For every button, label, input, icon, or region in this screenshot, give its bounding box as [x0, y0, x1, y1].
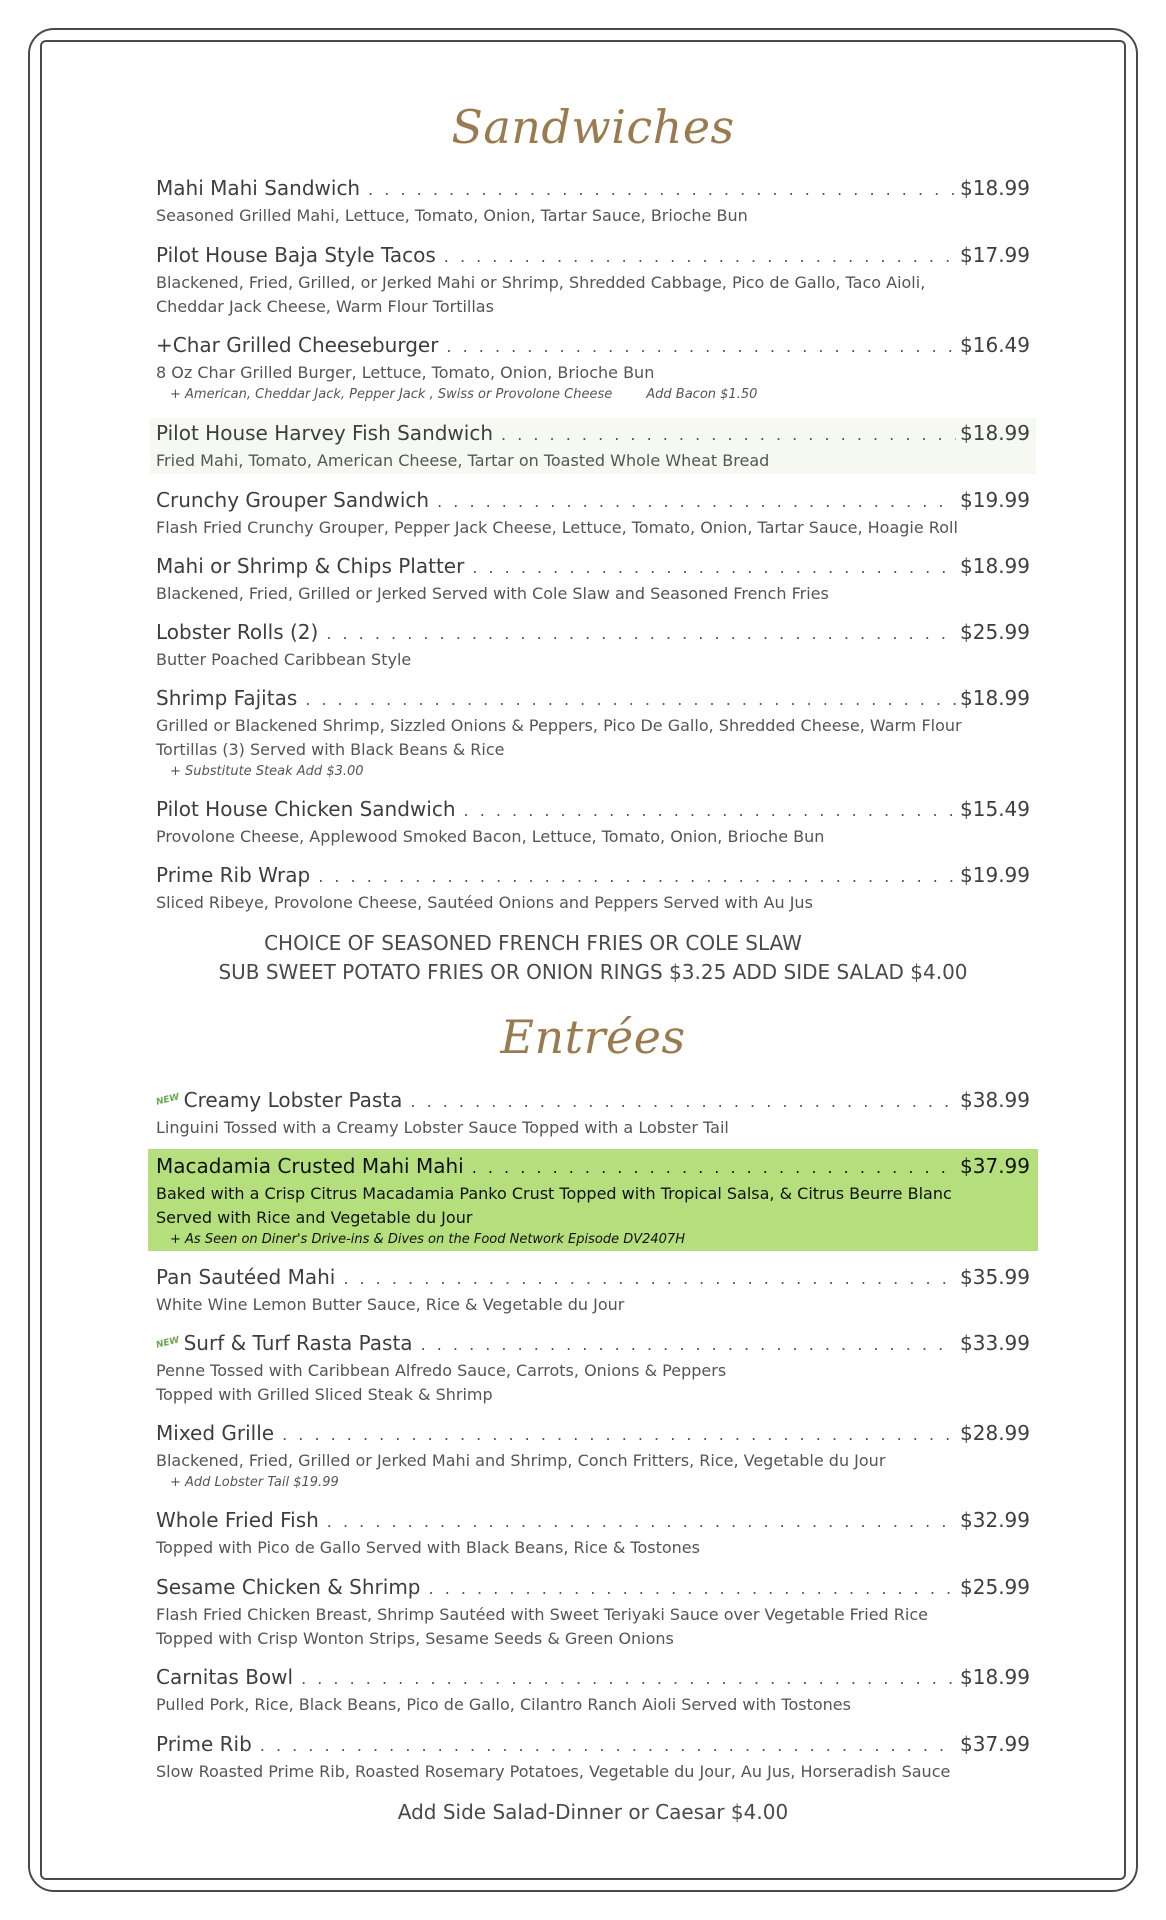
item-description: Blackened, Fried, Grilled, or Jerked Mahi or Shrimp, Shredded Cabbage, Pico de Gallo, Taco Aioli, [156, 273, 926, 292]
menu-item-mixed-grille [156, 1421, 1030, 1493]
leader-dots [260, 1736, 956, 1755]
item-price: $37.99 [960, 1732, 1030, 1756]
menu-item-surf-turf-pasta [156, 1331, 1030, 1407]
menu-item-macadamia-mahi [156, 1154, 1030, 1250]
item-price: $19.99 [960, 488, 1030, 512]
item-description: Pulled Pork, Rice, Black Beans, Pico de Gallo, Cilantro Ranch Aioli Served with Tostones [156, 1695, 851, 1714]
item-name: Carnitas Bowl [156, 1665, 294, 1689]
leader-dots [326, 624, 956, 643]
menu-item-shrimp-fajitas [156, 686, 1030, 782]
item-note: + Add Lobster Tail $19.99 [170, 1475, 339, 1490]
leader-dots [446, 337, 956, 356]
menu-item-prime-rib-wrap [156, 863, 1030, 915]
item-price: $19.99 [960, 863, 1030, 887]
item-price: $18.99 [960, 686, 1030, 710]
item-description: Grilled or Blackened Shrimp, Sizzled Onions & Peppers, Pico De Gallo, Shredded Cheese, Warm Flour [156, 716, 962, 735]
leader-dots [282, 1425, 956, 1444]
item-name: Mixed Grille [156, 1421, 275, 1445]
item-name: Mahi or Shrimp & Chips Platter [156, 554, 465, 578]
leader-dots [437, 492, 956, 511]
item-price: $16.49 [960, 333, 1030, 357]
menu-item-mahi-mahi-sandwich [156, 176, 1030, 228]
item-name: Prime Rib [156, 1732, 252, 1756]
leader-dots [501, 425, 956, 444]
item-description: Seasoned Grilled Mahi, Lettuce, Tomato, Onion, Tartar Sauce, Brioche Bun [156, 206, 748, 225]
menu-item-cheeseburger [156, 333, 1030, 405]
item-note [170, 385, 1030, 405]
item-note: + Substitute Steak Add $3.00 [170, 764, 364, 779]
leader-dots [301, 1669, 956, 1688]
leader-dots [343, 1269, 956, 1288]
item-price: $25.99 [960, 620, 1030, 644]
item-name: Pilot House Baja Style Tacos [156, 243, 436, 267]
item-price: $35.99 [960, 1265, 1030, 1289]
item-description: Slow Roasted Prime Rib, Roasted Rosemary Potatoes, Vegetable du Jour, Au Jus, Horseradish Sauce [156, 1762, 951, 1781]
entrees-title: Entrées [500, 1010, 686, 1064]
leader-dots [472, 1158, 956, 1177]
item-price: $28.99 [960, 1421, 1030, 1445]
item-description: Baked with a Crisp Citrus Macadamia Panko Crust Topped with Tropical Salsa, & Citrus Beurre Blanc [156, 1184, 952, 1203]
item-description-line2: Served with Rice and Vegetable du Jour [156, 1208, 473, 1227]
leader-dots [464, 801, 957, 820]
item-price: $38.99 [960, 1088, 1030, 1112]
menu-item-carnitas-bowl [156, 1665, 1030, 1717]
menu-item-prime-rib [156, 1732, 1030, 1784]
menu-item-whole-fried-fish [156, 1508, 1030, 1560]
item-description: Butter Poached Caribbean Style [156, 650, 412, 669]
new-badge: NEW [155, 1335, 181, 1351]
menu-item-harvey-fish-sandwich [156, 421, 1030, 473]
item-price: $32.99 [960, 1508, 1030, 1532]
item-description: Topped with Pico de Gallo Served with Black Beans, Rice & Tostones [156, 1538, 700, 1557]
menu-item-crunchy-grouper [156, 488, 1030, 540]
menu-item-sesame-chicken-shrimp [156, 1575, 1030, 1651]
item-name: Prime Rib Wrap [156, 863, 311, 887]
item-description: Fried Mahi, Tomato, American Cheese, Tartar on Toasted Whole Wheat Bread [156, 451, 770, 470]
item-name: Macadamia Crusted Mahi Mahi [156, 1154, 464, 1178]
item-name: Mahi Mahi Sandwich [156, 176, 361, 200]
leader-dots [305, 690, 956, 709]
item-name: Crunchy Grouper Sandwich [156, 488, 430, 512]
item-description: 8 Oz Char Grilled Burger, Lettuce, Tomato, Onion, Brioche Bun [156, 363, 655, 382]
leader-dots [472, 558, 956, 577]
item-description-line2: Topped with Grilled Sliced Steak & Shrimp [156, 1385, 493, 1404]
menu-item-creamy-lobster-pasta [156, 1088, 1030, 1140]
item-price: $33.99 [960, 1331, 1030, 1355]
menu-item-pan-sauteed-mahi [156, 1265, 1030, 1317]
item-description: Linguini Tossed with a Creamy Lobster Sauce Topped with a Lobster Tail [156, 1118, 729, 1137]
item-price: $17.99 [960, 243, 1030, 267]
item-description: Flash Fried Crunchy Grouper, Pepper Jack Cheese, Lettuce, Tomato, Onion, Tartar Sauce, Hoagie Roll [156, 518, 958, 537]
menu-item-baja-tacos [156, 243, 1030, 319]
item-name: Whole Fried Fish [156, 1508, 319, 1532]
item-description-line2: Tortillas (3) Served with Black Beans & Rice [156, 740, 505, 759]
item-name: Pan Sautéed Mahi [156, 1265, 336, 1289]
item-price: $18.99 [960, 1665, 1030, 1689]
item-description: Provolone Cheese, Applewood Smoked Bacon, Lettuce, Tomato, Onion, Brioche Bun [156, 827, 825, 846]
add-bacon-note: Add Bacon $1.50 [646, 387, 758, 402]
menu-item-chicken-sandwich [156, 797, 1030, 849]
item-description: Penne Tossed with Caribbean Alfredo Sauce, Carrots, Onions & Peppers [156, 1361, 727, 1380]
sides-upgrade-line: SUB SWEET POTATO FRIES OR ONION RINGS $3.25 ADD SIDE SALAD $4.00 [218, 960, 968, 984]
menu-item-lobster-rolls [156, 620, 1030, 672]
item-description: Blackened, Fried, Grilled or Jerked Mahi and Shrimp, Conch Fritters, Rice, Vegetable du Jour [156, 1451, 886, 1470]
item-price: $37.99 [960, 1154, 1030, 1178]
item-name: Pilot House Harvey Fish Sandwich [156, 421, 494, 445]
item-description: Sliced Ribeye, Provolone Cheese, Sautéed Onions and Peppers Served with Au Jus [156, 893, 813, 912]
item-price: $18.99 [960, 421, 1030, 445]
item-description: Flash Fried Chicken Breast, Shrimp Sautéed with Sweet Teriyaki Sauce over Vegetable Fried Rice [156, 1605, 928, 1624]
leader-dots [429, 1579, 957, 1598]
leader-dots [327, 1512, 956, 1531]
item-description-line2: Topped with Crisp Wonton Strips, Sesame Seeds & Green Onions [156, 1629, 674, 1648]
leader-dots [318, 867, 956, 886]
item-name: Pilot House Chicken Sandwich [156, 797, 456, 821]
item-name: Shrimp Fajitas [156, 686, 298, 710]
leader-dots [368, 180, 956, 199]
new-badge: NEW [155, 1092, 181, 1108]
item-name: +Char Grilled Cheeseburger [156, 333, 439, 357]
item-price: $18.99 [960, 554, 1030, 578]
leader-dots [410, 1092, 956, 1111]
item-note: + As Seen on Diner's Drive-ins & Dives on the Food Network Episode DV2407H [170, 1232, 685, 1247]
leader-dots [444, 247, 956, 266]
item-price: $18.99 [960, 176, 1030, 200]
menu-item-chips-platter [156, 554, 1030, 606]
sandwiches-title: Sandwiches [451, 100, 735, 154]
item-name: Surf & Turf Rasta Pasta [183, 1331, 413, 1355]
item-name: Sesame Chicken & Shrimp [156, 1575, 421, 1599]
item-description: White Wine Lemon Butter Sauce, Rice & Vegetable du Jour [156, 1295, 625, 1314]
cheese-options-note: + American, Cheddar Jack, Pepper Jack , Swiss or Provolone Cheese [170, 387, 613, 402]
item-price: $25.99 [960, 1575, 1030, 1599]
sides-choice-line: CHOICE OF SEASONED FRENCH FRIES OR COLE SLAW [264, 931, 802, 955]
item-name: Creamy Lobster Pasta [183, 1088, 403, 1112]
item-description-line2: Cheddar Jack Cheese, Warm Flour Tortillas [156, 297, 494, 316]
item-name: Lobster Rolls (2) [156, 620, 319, 644]
item-description: Blackened, Fried, Grilled or Jerked Served with Cole Slaw and Seasoned French Fries [156, 584, 829, 603]
item-price: $15.49 [960, 797, 1030, 821]
leader-dots [421, 1335, 956, 1354]
side-salad-note: Add Side Salad-Dinner or Caesar $4.00 [397, 1800, 789, 1824]
